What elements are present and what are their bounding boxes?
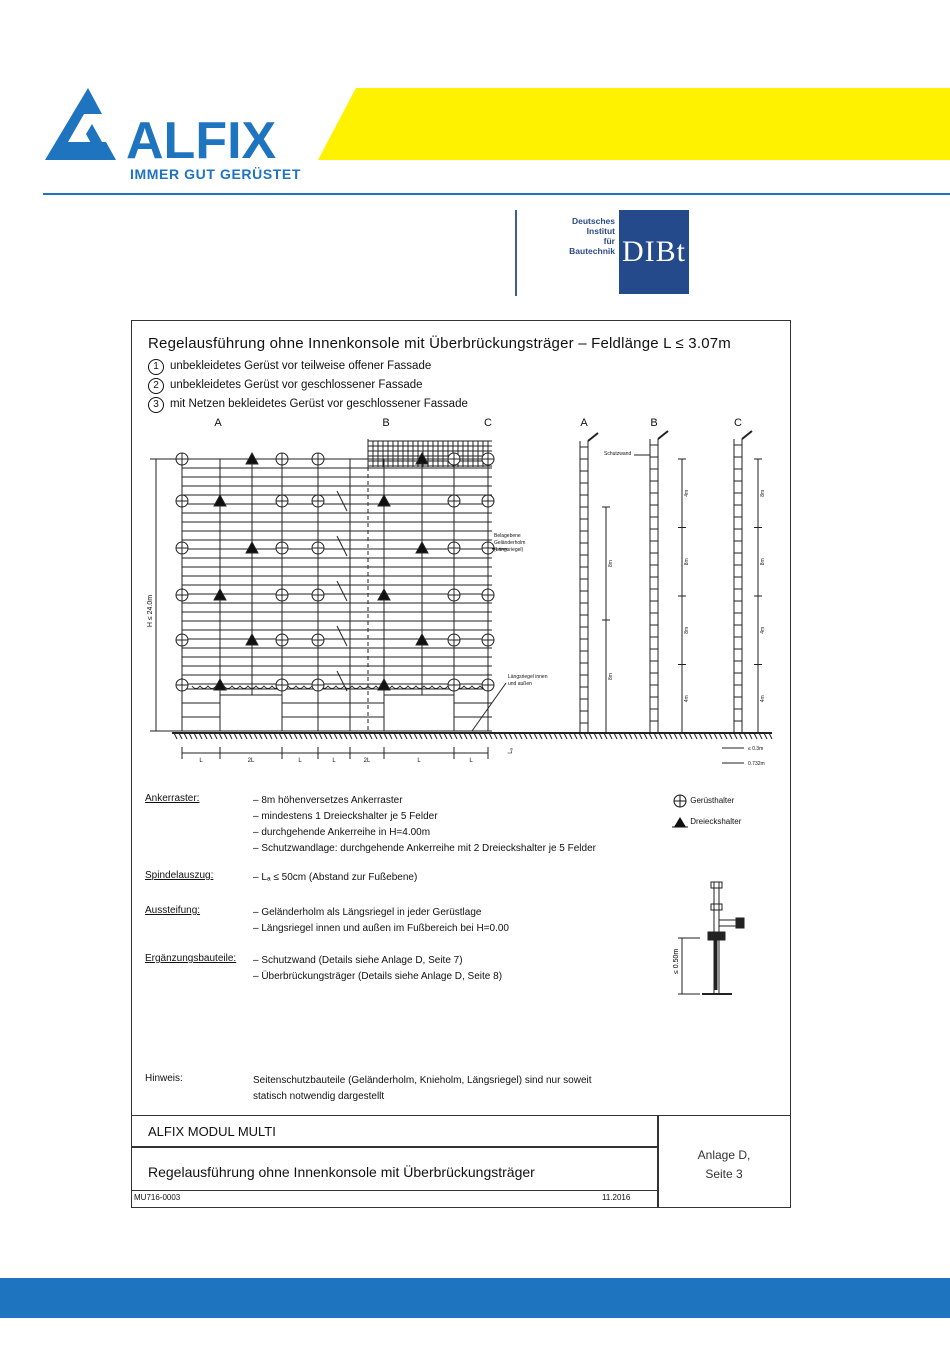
triangle-anchor — [378, 495, 390, 506]
anchor-symbol — [276, 495, 288, 507]
ledger-note: und außen — [508, 681, 532, 687]
annex-reference — [658, 1146, 790, 1184]
anchor-symbol — [312, 542, 324, 554]
anchor-symbol — [276, 542, 288, 554]
annex-line: Seite 3 — [705, 1167, 743, 1181]
note-line: – Überbrückungsträger (Details siehe Anlage D, Seite 8) — [253, 971, 503, 982]
variant-number: 1 — [148, 359, 164, 375]
dibt-logo — [515, 210, 695, 296]
bay-dim-label: L — [199, 758, 203, 764]
ledger-note: Längsriegel innen — [508, 674, 548, 680]
page-header — [0, 0, 950, 200]
title-block — [132, 1115, 790, 1208]
anchor-symbol — [176, 589, 188, 601]
section-dim-label: 4m — [760, 695, 766, 703]
logo-tagline: IMMER GUT GERÜSTET — [130, 166, 302, 182]
schutzwand-label: Schutzwand — [604, 451, 632, 457]
note-line: – Lₐ ≤ 50cm (Abstand zur Fußebene) — [253, 872, 418, 883]
scaffold-drawing — [132, 411, 790, 786]
triangle-icon — [672, 814, 688, 830]
anchor-symbol — [482, 542, 494, 554]
scaffold-elevation — [150, 439, 772, 759]
note-line: – durchgehende Ankerreihe in H=4.00m — [253, 827, 431, 838]
section-dim-label: 8m — [760, 558, 766, 566]
scaffold-sections — [580, 431, 762, 763]
anchor-symbol — [448, 495, 460, 507]
section-dim-label: 4m — [684, 489, 690, 497]
variant-2 — [148, 378, 423, 394]
note-line: – 8m höhenversetzes Ankerraster — [253, 795, 403, 806]
note-label: Hinweis: — [145, 1073, 183, 1084]
yellow-header-band — [318, 88, 950, 160]
elevation-axis-label: B — [382, 417, 390, 429]
bridging-opening — [220, 695, 282, 731]
triangle-anchor — [416, 542, 428, 553]
triangle-anchor — [246, 542, 258, 553]
note-line: – Längsriegel innen und außen im Fußbereich bei H=0.00 — [253, 923, 509, 934]
section-dim-label: 8m — [608, 673, 614, 680]
diagonal-brace — [337, 626, 347, 646]
header-divider — [43, 193, 950, 195]
title-block-divider — [132, 1146, 657, 1148]
anchor-symbol — [176, 542, 188, 554]
section-dim-label: 4m — [760, 626, 766, 634]
bay-dim-label: L — [332, 758, 336, 764]
section-dim-label: 4m — [684, 695, 690, 703]
circle-cross-icon — [672, 793, 688, 809]
anchor-symbol — [482, 453, 494, 465]
anchor-symbol — [482, 634, 494, 646]
guardrail-post — [742, 431, 752, 439]
variant-1 — [148, 359, 431, 375]
section-axis-label: C — [734, 417, 742, 429]
bridging-opening — [384, 695, 454, 731]
anchor-symbol — [448, 634, 460, 646]
bay-dim-label: L — [298, 758, 302, 764]
section-axis-label: B — [650, 417, 658, 429]
spindle-dim-label: ≤ 0.50m — [673, 948, 680, 974]
anchor-symbol — [312, 679, 324, 691]
title-block-divider — [132, 1190, 657, 1191]
guardrail-post — [588, 433, 598, 441]
variant-text: mit Netzen bekleidetes Gerüst vor geschlossener Fassade — [170, 398, 468, 410]
anchor-symbol — [448, 453, 460, 465]
section-dim-label: 8m — [684, 626, 690, 634]
dibt-institute-name: Deutsches Institut für Bautechnik — [569, 216, 615, 256]
elevation-axis-label: C — [484, 417, 492, 429]
note-line: – Schutzwand (Details siehe Anlage D, Seite 7) — [253, 955, 463, 966]
note-line: – Geländerholm als Längsriegel in jeder Gerüstlage — [253, 907, 482, 918]
anchor-symbol — [312, 495, 324, 507]
anchor-symbol — [276, 453, 288, 465]
anchor-symbol — [176, 495, 188, 507]
anchor-symbol — [482, 495, 494, 507]
approval-drawing-sheet — [131, 320, 791, 1208]
variant-text: unbekleidetes Gerüst vor teilweise offener Fassade — [170, 360, 432, 372]
triangle-anchor — [214, 495, 226, 506]
legend-label: Gerüsthalter — [690, 796, 735, 806]
dibt-rule — [515, 210, 517, 296]
spindle-extension-label: Lₐ — [508, 748, 514, 754]
section-dim-label: 8m — [760, 489, 766, 497]
legend-triangle — [672, 814, 741, 830]
note-label: Spindelauszug: — [145, 870, 214, 881]
anchor-symbol — [312, 634, 324, 646]
anchor-symbol — [448, 542, 460, 554]
anchor-symbol — [482, 679, 494, 691]
anchor-symbol — [448, 589, 460, 601]
diagonal-brace — [337, 581, 347, 601]
deck-note: (Längsriegel) — [494, 547, 524, 553]
note-line: Seitenschutzbauteile (Geländerholm, Knieholm, Längsriegel) sind nur soweit — [253, 1075, 592, 1086]
anchor-symbol — [312, 453, 324, 465]
legend-anchor — [672, 793, 734, 809]
height-dim-label: H ≤ 24.0m — [147, 594, 154, 628]
legend-label: Dreieckshalter — [690, 817, 742, 827]
anchor-symbol — [312, 589, 324, 601]
dim-label: 0.732m — [748, 761, 765, 767]
section-axis-label: A — [580, 417, 588, 429]
note-line: – mindestens 1 Dreieckshalter je 5 Felder — [253, 811, 438, 822]
annex-line: Anlage D, — [697, 1148, 751, 1162]
variant-number: 2 — [148, 378, 164, 394]
drawing-code: MU716-0003 — [134, 1193, 181, 1202]
guardrail-post — [658, 431, 668, 439]
footer-bar — [0, 1278, 950, 1318]
anchor-symbol — [276, 679, 288, 691]
bay-dim-label: L — [417, 758, 421, 764]
anchor-symbol — [276, 634, 288, 646]
dibt-mark: DIBt — [619, 210, 689, 294]
elevation-axis-label: A — [214, 417, 222, 429]
sheet-title: Regelausführung ohne Innenkonsole mit Überbrückungsträger – Feldlänge L ≤ 3.07m — [148, 335, 731, 352]
anchor-symbol — [176, 679, 188, 691]
bridging-girder — [192, 686, 488, 689]
product-name: ALFIX MODUL MULTI — [148, 1124, 276, 1139]
bay-dim-label: 2L — [363, 758, 371, 764]
anchor-symbol — [276, 589, 288, 601]
dim-label: ≤ 0.3m — [748, 746, 764, 752]
deck-note: Geländerholm — [494, 540, 526, 546]
section-dim-label: 8m — [684, 558, 690, 566]
deck-note: Belagebene — [494, 533, 521, 539]
logo-wordmark: ALFIX — [126, 112, 277, 170]
variant-number: 3 — [148, 397, 164, 413]
spindle-detail-drawing — [652, 876, 752, 1001]
note-line: – Schutzwandlage: durchgehende Ankerreihe mit 2 Dreieckshalter je 5 Felder — [253, 843, 596, 854]
variant-text: unbekleidetes Gerüst vor geschlossener Fassade — [170, 379, 423, 391]
net-cladding — [368, 441, 492, 467]
bay-dim-label: L — [469, 758, 473, 764]
anchor-symbol — [176, 634, 188, 646]
anchor-symbol — [482, 589, 494, 601]
diagonal-brace — [337, 491, 347, 511]
bay-dim-label: 2L — [247, 758, 255, 764]
section-dim-label: 8m — [608, 560, 614, 567]
diagonal-brace — [337, 536, 347, 556]
note-label: Ergänzungsbauteile: — [145, 953, 237, 964]
drawing-subject: Regelausführung ohne Innenkonsole mit Überbrückungsträger — [148, 1164, 535, 1180]
note-label: Aussteifung: — [145, 905, 201, 916]
drawing-date: 11.2016 — [602, 1193, 631, 1202]
note-label: Ankerraster: — [145, 793, 200, 804]
note-line: statisch notwendig dargestellt — [253, 1091, 385, 1102]
anchor-symbol — [448, 679, 460, 691]
